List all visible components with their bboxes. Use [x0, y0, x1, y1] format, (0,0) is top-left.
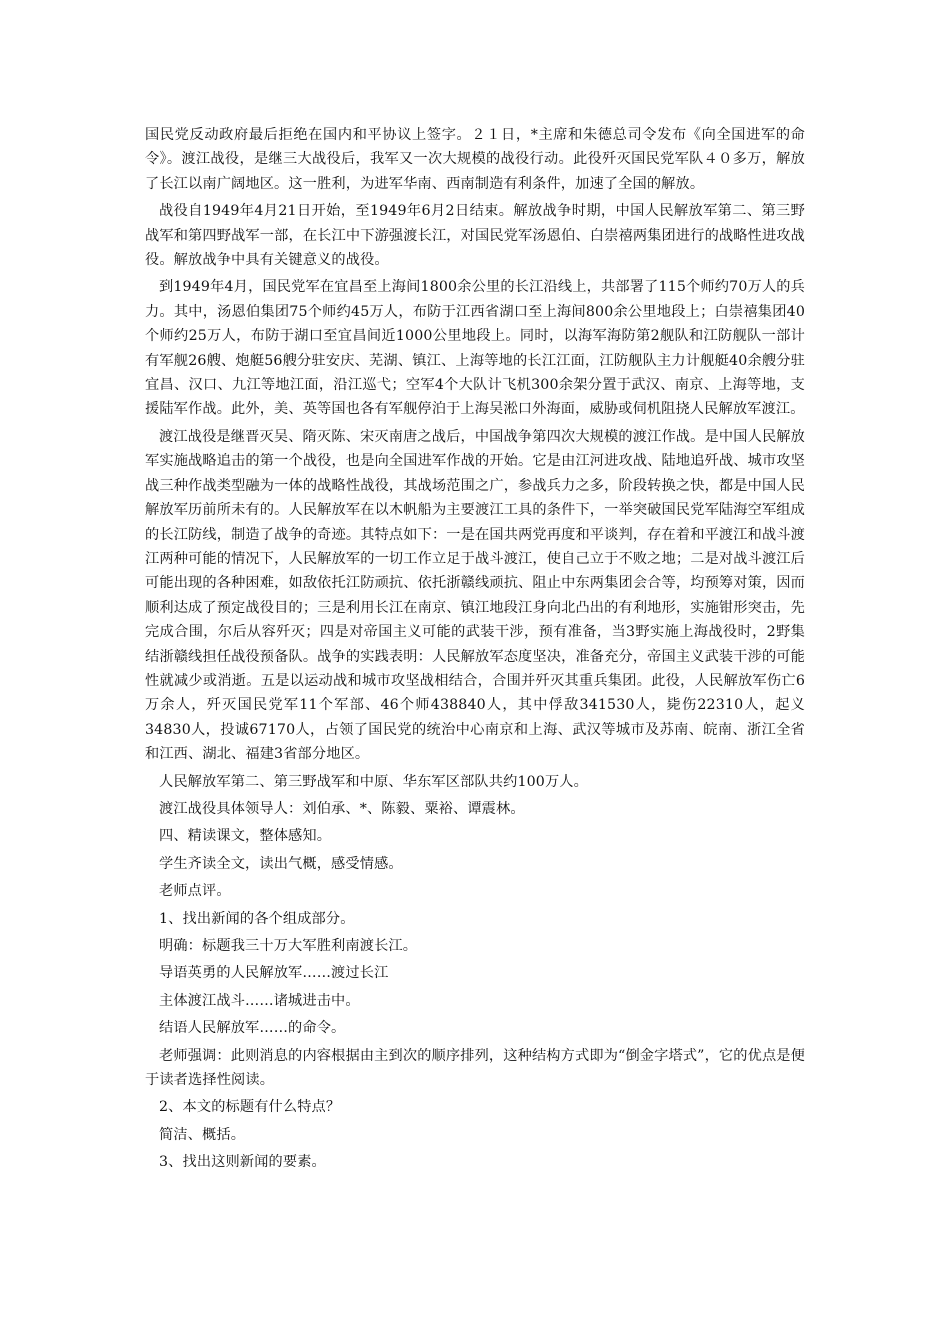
paragraph-6: 渡江战役具体领导人：刘伯承、*、陈毅、粟裕、谭震林。 [159, 800, 525, 817]
question-1: 1、找出新闻的各个组成部分。 [159, 910, 355, 927]
paragraph-17: 简洁、概括。 [159, 1126, 246, 1143]
paragraph-15: 老师强调：此则消息的内容根据由主到次的顺序排列，这种结构方式即为“倒金字塔式”，它的优点是便于读者选择性阅读。 [145, 1047, 805, 1089]
document-body [145, 123, 805, 1175]
paragraph-1: 国民党反动政府最后拒绝在国内和平协议上签字。２１日，*主席和朱德总司令发布《向全国进军的命令》。渡江战役，是继三大战役后，我军又一次大规模的战役行动。此役歼灭国民党军队４０多万，解放了长江以南广阔地区。这一胜利，为进军华南、西南制造有利条件，加速了全国的解放。 [145, 127, 805, 192]
paragraph-13: 主体渡江战斗……诸城进击中。 [159, 992, 360, 1009]
paragraph-9: 老师点评。 [159, 883, 231, 900]
paragraph-3: 到1949年4月，国民党军在宜昌至上海间1800余公里的长江沿线上，共部署了115个师约70万人的兵力。其中，汤恩伯集团75个师约45万人，布防于江西省湖口至上海间800余公里地段上；白崇禧集团40个师约25万人，布防于湖口至宜昌间近1000公里地段上。同时，以海军海防第2舰队和江防舰队一部计有军舰26艘、炮艇56艘分驻安庆、芜湖、镇江、上海等地的长江江面，江防舰队主力计舰艇40余艘分驻宜昌、汉口、九江等地江面，沿江巡弋；空军4个大队计飞机300余架分置于武汉、南京、上海等地，支援陆军作战。此外，美、英等国也各有军舰停泊于上海吴淞口外海面，威胁或伺机阻挠人民解放军渡江。 [145, 279, 805, 418]
paragraph-5: 人民解放军第二、第三野战军和中原、华东军区部队共约100万人。 [159, 773, 588, 790]
paragraph-14: 结语人民解放军……的命令。 [159, 1020, 346, 1037]
paragraph-4: 渡江战役是继晋灭吴、隋灭陈、宋灭南唐之战后，中国战争第四次大规模的渡江作战。是中国人民解放军实施战略追击的第一个战役，也是向全国进军作战的开始。它是由江河进攻战、陆地追歼战、城市攻坚战三种作战类型融为一体的战略性战役，其战场范围之广，参战兵力之多，阶段转换之快，都是中国人民解放军历前所未有的。人民解放军在以木帆船为主要渡江工具的条件下，一举突破国民党军陆海空军组成的长江防线，制造了战争的奇迹。其特点如下：一是在国共两党再度和平谈判，存在着和平渡江和战斗渡江两种可能的情况下，人民解放军的一切工作立足于战斗渡江，使自己立于不败之地；二是对战斗渡江后可能出现的各种困难，如敌依托江防顽抗、依托浙赣线顽抗、阻止中东两集团会合等，均预筹对策，因而顺利达成了预定战役目的；三是利用长江在南京、镇江地段江身向北凸出的有利地形，实施钳形突击，先完成合围，尔后从容歼灭；四是对帝国主义可能的武装干涉，预有准备，当3野实施上海战役时，2野集结浙赣线担任战役预备队。战争的实践表明：人民解放军态度坚决，准备充分，帝国主义武装干涉的可能性就减少或消逝。五是以运动战和城市攻坚战相结合，合围并歼灭其重兵集团。此役，人民解放军伤亡6万余人，歼灭国民党军11个军部、46个师438840人，其中俘敌341530人，毙伤22310人，起义34830人，投诚67170人，占领了国民党的统治中心南京和上海、武汉等城市及苏南、皖南、浙江全省和江西、湖北、福建3省部分地区。 [145, 428, 805, 763]
question-2: 2、本文的标题有什么特点？ [159, 1099, 341, 1116]
paragraph-11: 明确：标题我三十万大军胜利南渡长江。 [159, 938, 418, 954]
paragraph-12: 导语英勇的人民解放军……渡过长江 [159, 965, 389, 982]
paragraph-2: 战役自1949年4月21日开始，至1949年6月2日结束。解放战争时期，中国人民解放军第二、第三野战军和第四野战军一部，在长江中下游强渡长江，对国民党军汤恩伯、白崇禧两集团进行的战略性进攻战役。解放战争中具有关键意义的战役。 [145, 203, 805, 269]
question-3: 3、找出这则新闻的要素。 [159, 1154, 326, 1171]
section-heading: 四、精读课文，整体感知。 [159, 828, 332, 845]
paragraph-8: 学生齐读全文，读出气概，感受情感。 [159, 855, 403, 872]
